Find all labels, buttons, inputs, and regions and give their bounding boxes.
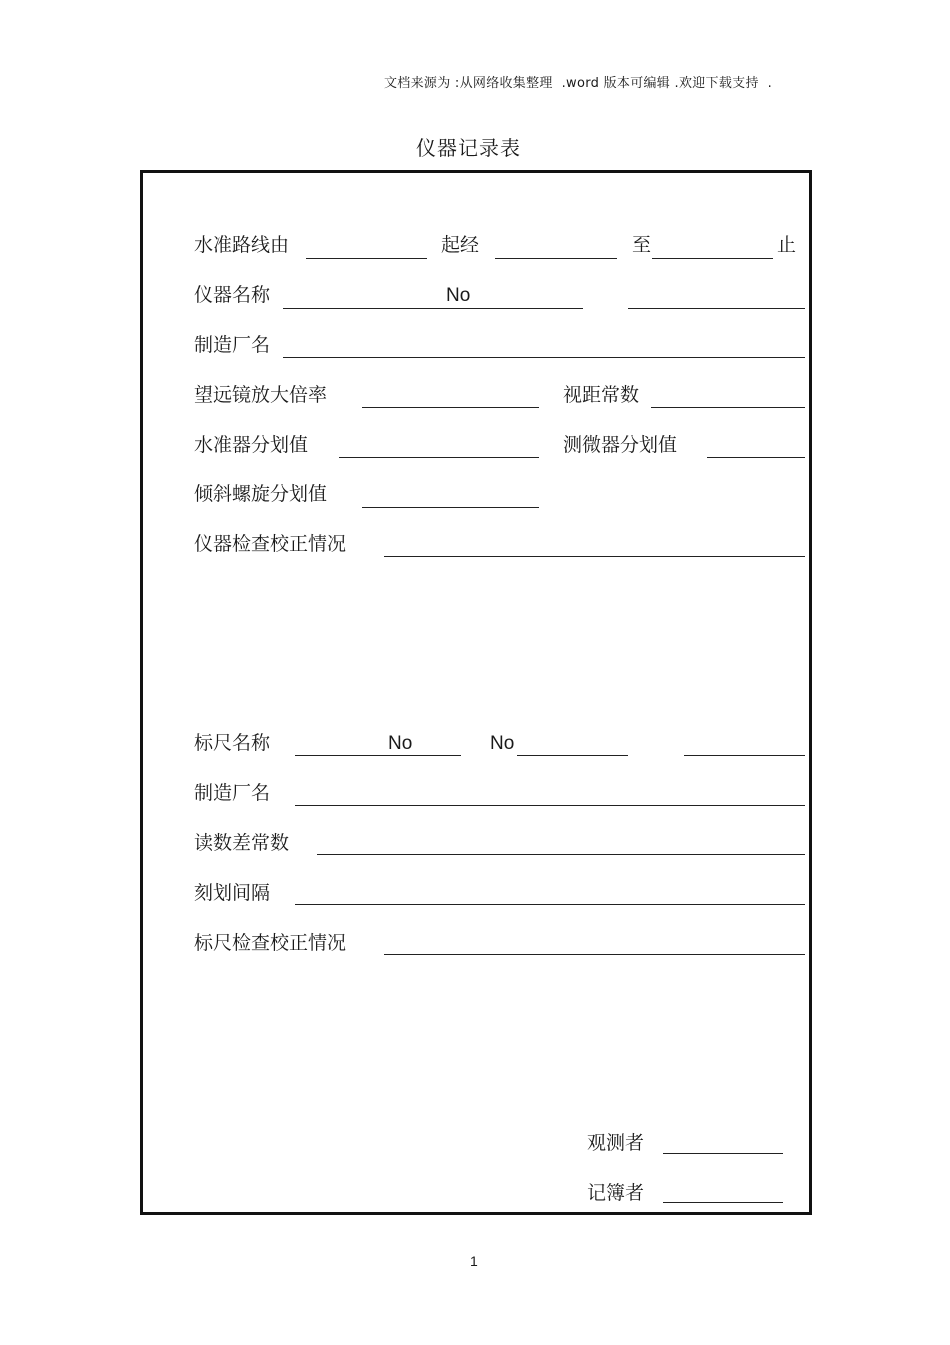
staff-maker-field[interactable]: [295, 805, 805, 806]
via-label: 起经: [441, 234, 480, 256]
staff-name-label: 标尺名称: [194, 732, 271, 754]
instrument-name-label: 仪器名称: [194, 284, 271, 306]
magnification-field[interactable]: [362, 407, 539, 408]
magnification-label: 望远镜放大倍率: [194, 384, 328, 406]
route-label: 水准路线由: [194, 234, 290, 256]
header-note: 文档来源为 :从网络收集整理 .word 版本可编辑 .欢迎下载支持 .: [384, 76, 773, 91]
micrometer-division-field[interactable]: [707, 457, 805, 458]
staff-serial-field[interactable]: [684, 755, 805, 756]
reading-difference-field[interactable]: [317, 854, 805, 855]
division-interval-field[interactable]: [295, 904, 805, 905]
route-to-field[interactable]: [652, 258, 773, 259]
stadia-constant-label: 视距常数: [563, 384, 640, 406]
level-division-label: 水准器分划值: [194, 434, 309, 456]
staff-check-field[interactable]: [384, 954, 805, 955]
instrument-name-field[interactable]: [283, 308, 583, 309]
micrometer-division-label: 测微器分划值: [563, 434, 678, 456]
instrument-no-label: No: [446, 285, 471, 306]
recorder-label: 记簿者: [587, 1182, 645, 1204]
instrument-check-field[interactable]: [384, 556, 805, 557]
division-interval-label: 刻划间隔: [194, 882, 271, 904]
end-label: 止: [777, 234, 797, 256]
to-label: 至: [632, 234, 652, 256]
tilt-screw-field[interactable]: [362, 507, 539, 508]
route-via-field[interactable]: [495, 258, 617, 259]
page-number: 1: [470, 1253, 478, 1269]
staff-check-label: 标尺检查校正情况: [194, 932, 347, 954]
page-title: 仪器记录表: [416, 136, 521, 160]
form-box: [140, 170, 812, 1215]
instrument-check-label: 仪器检查校正情况: [194, 533, 347, 555]
staff-no-1-label: No: [388, 733, 413, 754]
instrument-maker-field[interactable]: [283, 357, 805, 358]
route-from-field[interactable]: [306, 258, 427, 259]
level-division-field[interactable]: [339, 457, 539, 458]
staff-no-2-field[interactable]: [517, 755, 628, 756]
tilt-screw-label: 倾斜螺旋分划值: [194, 483, 328, 505]
recorder-field[interactable]: [663, 1202, 783, 1203]
observer-label: 观测者: [587, 1132, 645, 1154]
staff-no-2-label: No: [490, 733, 515, 754]
stadia-constant-field[interactable]: [651, 407, 805, 408]
reading-difference-label: 读数差常数: [194, 832, 290, 854]
observer-field[interactable]: [663, 1153, 783, 1154]
staff-name-field[interactable]: [295, 755, 461, 756]
instrument-maker-label: 制造厂名: [194, 334, 271, 356]
instrument-serial-field[interactable]: [628, 308, 805, 309]
staff-maker-label: 制造厂名: [194, 782, 271, 804]
